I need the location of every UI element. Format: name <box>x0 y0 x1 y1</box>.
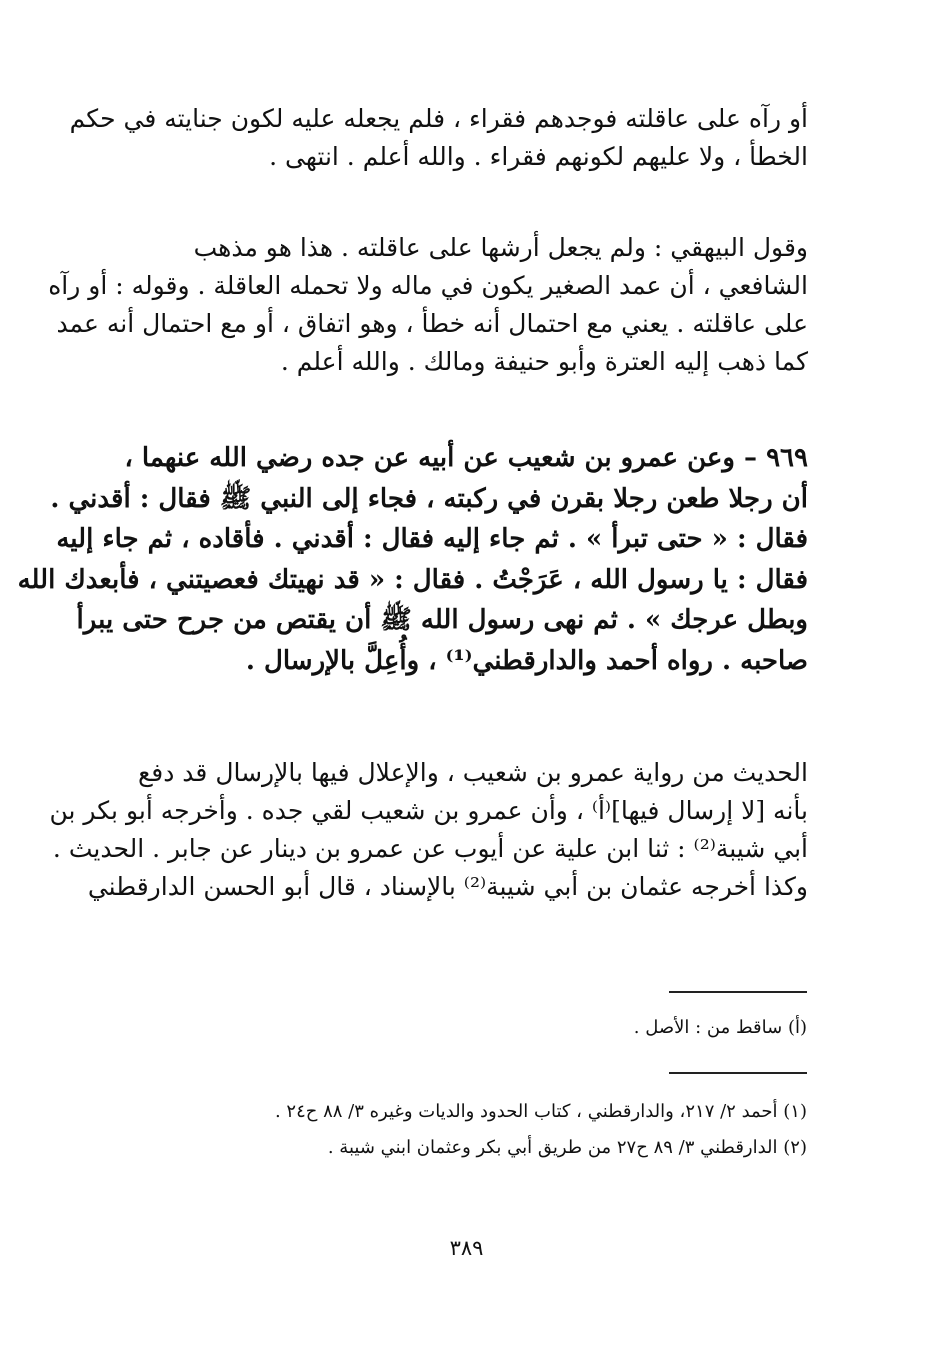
footnote-variant: (أ) ساقط من : الأصل . <box>633 1017 807 1038</box>
hadith-line: ٩٦٩ – وعن عمرو بن شعيب عن أبيه عن جده رضي الله عنهما ، <box>124 443 808 473</box>
text-line: أو رآه على عاقلته فوجدهم فقراء ، فلم يجعله عليه لكون جنايته في حكم <box>69 104 808 133</box>
footnote-2: (٢) الدارقطني ٣/ ٨٩ ح٢٧ من طريق أبي بكر وعثمان ابني شيبة . <box>327 1137 807 1158</box>
hadith-line: فقال : « حتى تبرأ » . ثم جاء إليه فقال : أقدني . فأقاده ، ثم جاء إليه <box>56 524 808 554</box>
text-line: الخطأ ، ولا عليهم لكونهم فقراء . والله أعلم . انتهى . <box>269 142 808 171</box>
hadith-line: صاحبه . رواه أحمد والدارقطني⁽¹⁾ ، وأُعِلَّ بالإرسال . <box>245 645 808 676</box>
text-line: كما ذهب إليه العترة وأبو حنيفة ومالك . والله أعلم . <box>280 347 808 376</box>
commentary-paragraph-1 <box>69 100 808 176</box>
footnote-divider-top <box>669 991 807 993</box>
text-line: بأنه [لا إرسال فيها]⁽أ⁾ ، وأن عمرو بن شعيب لقي جده . وأخرجه أبو بكر بن <box>49 796 808 825</box>
hadith-line: أن رجلا طعن رجلا بقرن في ركبته ، فجاء إلى النبي ﷺ فقال : أقدني . <box>50 483 808 514</box>
commentary-paragraph-2 <box>48 229 808 381</box>
footnote-1: (١) أحمد ٢/ ٢١٧، والدارقطني ، كتاب الحدود والديات وغيره ٣/ ٨٨ ح٢٤ . <box>274 1101 807 1122</box>
footnote-divider-bottom <box>669 1072 807 1074</box>
text-line: الحديث من رواية عمرو بن شعيب ، والإعلال فيها بالإرسال قد دفع <box>137 758 808 787</box>
hadith-text-969 <box>17 438 808 681</box>
page-number: ٣٨٩ <box>449 1236 484 1260</box>
text-line: على عاقلته . يعني مع احتمال أنه خطأ ، وهو اتفاق ، أو مع احتمال أنه عمد <box>56 309 808 338</box>
hadith-line: فقال : يا رسول الله ، عَرَجْتُ . فقال : « قد نهيتك فعصيتني ، فأبعدك الله <box>17 564 808 595</box>
commentary-paragraph-3 <box>49 754 808 906</box>
text-line: وقول البيهقي : ولم يجعل أرشها على عاقلته . هذا هو مذهب <box>193 233 808 262</box>
text-line: أبي شيبة⁽²⁾ : ثنا ابن علية عن أيوب عن عمرو بن دينار عن جابر . الحديث . <box>52 834 808 863</box>
text-line: وكذا أخرجه عثمان بن أبي شيبة⁽²⁾ بالإسناد ، قال أبو الحسن الدارقطني <box>87 872 808 901</box>
hadith-line: وبطل عرجك » . ثم نهى رسول الله ﷺ أن يقتص من جرح حتى يبرأ <box>76 605 808 635</box>
text-line: الشافعي ، أن عمد الصغير يكون في ماله ولا تحمله العاقلة . وقوله : أو رآه <box>48 271 808 300</box>
